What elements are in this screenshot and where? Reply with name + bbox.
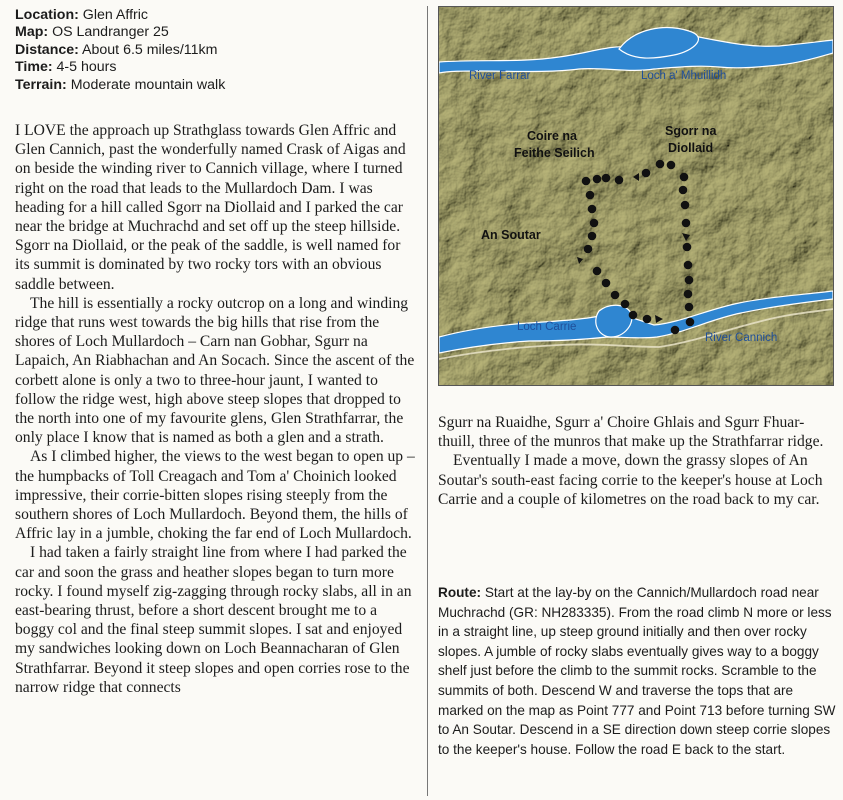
walk-facts — [15, 7, 415, 94]
map-canvas — [439, 7, 833, 385]
article-paragraph: Eventually I made a move, down the grassy slopes of An Soutar's south-east facing corrie to the keeper's house at Loch Carrie and a couple of kilometres on the road back to my car. — [438, 452, 823, 508]
route-text: Start at the lay-by on the Cannich/Mullardoch road near Muchrachd (GR: NH283335). From the road climb N more or less in a straight line, up steep ground initially and then over rocky slopes. A jumble of rocky slabs eventually gives way to a boggy shelf just before the climb to the summit rocks. Scramble to the summits of both. Descend W and traverse the tops that are marked on the map as Point 777 and Point 713 before turning SW to An Soutar. Descend in a SE direction down steep corrie slopes to the keeper's house. Follow the road E back to the start. — [438, 585, 836, 757]
fact-location: Location: Glen Affric — [15, 7, 148, 23]
label-coire-line1: Coire na — [527, 129, 578, 143]
fact-time: Time: 4-5 hours — [15, 59, 117, 76]
label-sgorr-line2: Diollaid — [668, 141, 714, 155]
label-sgorr-line1: Sgorr na — [665, 124, 717, 138]
label-coire-line2: Feithe Seilich — [514, 146, 595, 160]
article-body-left — [15, 121, 417, 697]
label-loch-carrie: Loch Carrie — [517, 321, 577, 333]
article-paragraph: I LOVE the approach up Strathglass towards Glen Affric and Glen Cannich, past the wonderfully named Crask of Aigas and on beside the winding river to Cannich village, where I turned right on the road that leads to the Mullardoch Dam. I was heading for a hill called Sgorr na Diollaid and I parked the car near the bridge at Muchrachd and set off up the steep hillside. Sgorr na Diollaid, or the peak of the saddle, is well named for its summit is dominated by two rocky tors with an obvious saddle between. — [15, 122, 406, 293]
article-paragraph: I had taken a fairly straight line from where I had parked the car and soon the grass and heather slopes began to turn more rocky. I found myself zig-zagging through rocky slabs, all in an east-bearing thrust, before a short descent brought me to a boggy col and the final steep summit slopes. I sat and enjoyed my sandwiches looking down on Loch Beannacharan of Glen Strathfarrar. Beyond it steep slopes and open corries rose to the narrow ridge that connects — [15, 544, 412, 696]
article-paragraph: As I climbed higher, the views to the west began to open up – the humpbacks of Toll Creagach and Tom a' Choinich looked impressive, their corrie-bitten slopes rising steeply from the southern shores of Loch Mullardoch. Beyond them, the hills of Affric lay in a jumble, choking the far end of Loch Mullardoch. — [15, 448, 415, 543]
article-body-right — [438, 413, 836, 509]
label-an-soutar: An Soutar — [481, 228, 541, 242]
label-river-cannich: River Cannich — [705, 332, 778, 344]
column-divider — [427, 6, 428, 796]
fact-distance: Distance: About 6.5 miles/11km — [15, 41, 218, 58]
route-map — [438, 6, 834, 386]
route-description — [438, 583, 836, 759]
article-paragraph: Sgurr na Ruaidhe, Sgurr a' Choire Ghlais and Sgurr Fhuar-thuill, three of the munros that make up the Strathfarrar ridge. — [438, 414, 824, 451]
fact-map: Map: OS Landranger 25 — [15, 24, 169, 41]
label-river-farrar: River Farrar — [469, 70, 531, 82]
fact-terrain: Terrain: Moderate mountain walk — [15, 76, 226, 93]
article-paragraph: The hill is essentially a rocky outcrop on a long and winding ridge that runs west towards the big hills that rise from the shores of Loch Mullardoch – Carn nan Gobhar, Sgurr na Lapaich, An Riabhachan and An Socach. Since the ascent of the corbett alone is only a two to three-hour jaunt, I wanted to follow the ridge west, high above steep slopes that dropped to the north into one of my favourite glens, Glen Strathfarrar, the only place I know that is named as both a glen and a strath. — [15, 294, 415, 447]
route-label: Route: — [438, 585, 482, 600]
label-loch-mhuillidh: Loch a' Mhuillidh — [641, 70, 727, 82]
